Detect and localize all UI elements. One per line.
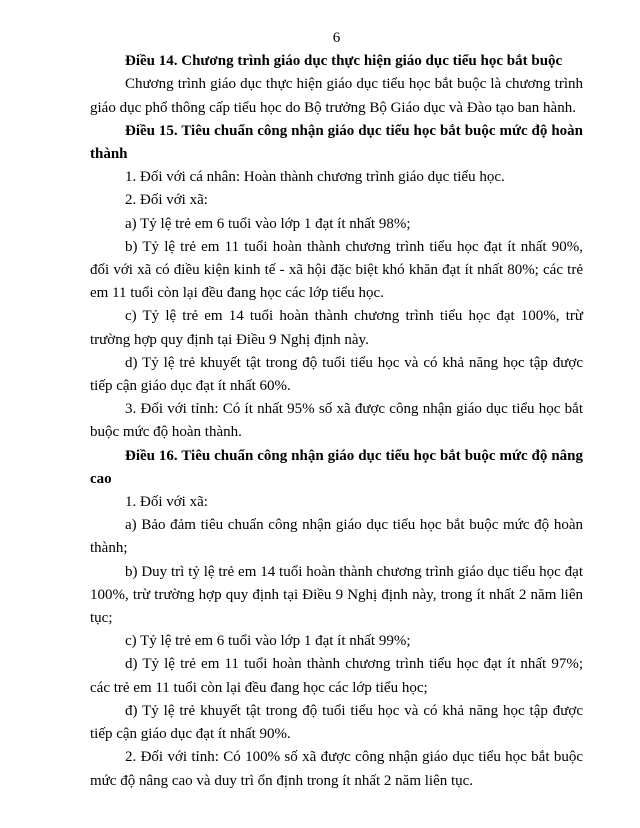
article-14-heading: Điều 14. Chương trình giáo dục thực hiện giáo dục tiểu học bắt buộc — [125, 53, 563, 70]
article-15-clause-2a: a) Tỷ lệ trẻ em 6 tuổi vào lớp 1 đạt ít nhất 98%; — [125, 215, 411, 232]
article-16-clause-2: 2. Đối với tỉnh: Có 100% số xã được công nhận giáo dục tiểu học bắt buộc mức độ nâng cao và duy trì ổn định trong ít nhất 2 năm liên tục. — [90, 749, 583, 789]
article-15-clause-2: 2. Đối với xã: — [125, 192, 208, 209]
page-number: 6 — [332, 30, 341, 46]
article-16-clause-1a: a) Bảo đảm tiêu chuẩn công nhận giáo dục tiểu học bắt buộc mức độ hoàn thành; — [90, 517, 583, 557]
article-15-heading: Điều 15. Tiêu chuẩn công nhận giáo dục tiểu học bắt buộc mức độ hoàn thành — [90, 122, 583, 163]
article-16-clause-1dd: đ) Tỷ lệ trẻ khuyết tật trong độ tuổi tiểu học và có khả năng học tập được tiếp cận giáo dục đạt ít nhất 90%. — [90, 702, 583, 743]
article-16-clause-1c: c) Tỷ lệ trẻ em 6 tuổi vào lớp 1 đạt ít nhất 99%; — [125, 633, 411, 650]
article-15-clause-3: 3. Đối với tỉnh: Có ít nhất 95% số xã được công nhận giáo dục tiểu học bắt buộc mức độ hoàn thành. — [90, 401, 583, 441]
article-15-clause-2b: b) Tỷ lệ trẻ em 11 tuổi hoàn thành chương trình tiểu học đạt ít nhất 90%, đối với xã có điều kiện kinh tế - xã hội đặc biệt khó khăn đạt ít nhất 80%; các trẻ em 11 tuổi còn lại đều đang học các lớp tiểu học. — [90, 238, 583, 302]
article-16-clause-1b: b) Duy trì tỷ lệ trẻ em 14 tuổi hoàn thành chương trình giáo dục tiểu học đạt 100%, trừ trường hợp quy định tại Điều 9 Nghị định này, trong ít nhất 2 năm liên tục; — [90, 563, 583, 627]
article-16-clause-1: 1. Đối với xã: — [125, 494, 208, 511]
article-15-clause-2d: d) Tỷ lệ trẻ khuyết tật trong độ tuổi tiểu học và có khả năng học tập được tiếp cận giáo dục đạt ít nhất 60%. — [90, 354, 583, 395]
article-15-clause-2c: c) Tỷ lệ trẻ em 14 tuổi hoàn thành chương trình tiểu học đạt 100%, trừ trường hợp quy định tại Điều 9 Nghị định này. — [90, 308, 583, 348]
article-15-clause-1: 1. Đối với cá nhân: Hoàn thành chương trình giáo dục tiểu học. — [125, 169, 505, 186]
article-16-clause-1d: d) Tỷ lệ trẻ em 11 tuổi hoàn thành chương trình tiểu học đạt ít nhất 97%; các trẻ em 11 tuổi còn lại đều đang học các lớp tiểu học; — [90, 656, 583, 696]
article-14-paragraph: Chương trình giáo dục thực hiện giáo dục tiểu học bắt buộc là chương trình giáo dục phổ thông cấp tiểu học do Bộ trưởng Bộ Giáo dục và Đào tạo ban hành. — [90, 76, 583, 116]
article-16-heading: Điều 16. Tiêu chuẩn công nhận giáo dục tiểu học bắt buộc mức độ nâng cao — [90, 447, 583, 487]
